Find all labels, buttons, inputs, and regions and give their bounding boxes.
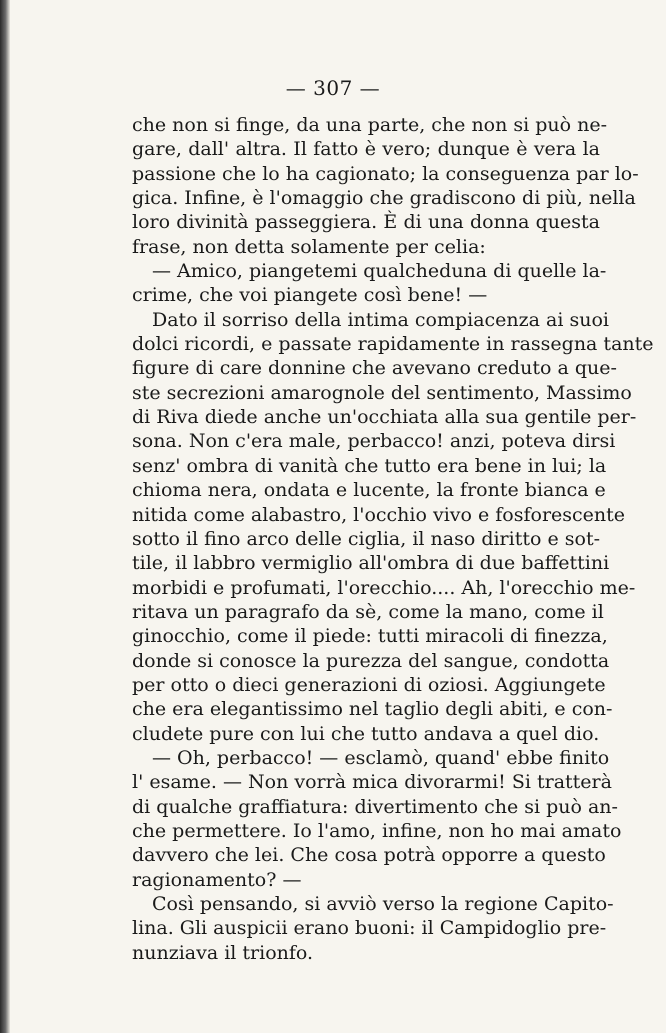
text-line: ragionamento? — (132, 868, 302, 891)
text-line: morbidi e profumati, l'orecchio.... Ah, l'orecchio me- (132, 576, 636, 599)
text-line: che era elegantissimo nel taglio degli abiti, e con- (132, 698, 613, 721)
text-line: ste secrezioni amarognole del sentimento, Massimo (132, 381, 632, 404)
text-line: che non si finge, da una parte, che non si può ne- (132, 114, 608, 136)
text-line: loro divinità passeggiera. È di una donna questa (132, 211, 600, 234)
text-line: dolci ricordi, e passate rapidamente in rassegna tante (132, 333, 654, 356)
text-line: tile, il labbro vermiglio all'ombra di due baffettini (132, 552, 610, 575)
page-spine-shadow (0, 0, 10, 1033)
text-line: passione che lo ha cagionato; la conseguenza par lo- (132, 162, 639, 185)
text-line: l' esame. — Non vorrà mica divorarmi! Si tratterà (132, 771, 612, 794)
text-line: figure di care donnine che avevano creduto a que- (132, 357, 617, 380)
text-line: davvero che lei. Che cosa potrà opporre a questo (132, 844, 606, 867)
text-line: di qualche graffiatura: divertimento che si può an- (132, 795, 618, 818)
text-line: lina. Gli auspicii erano buoni: il Campidoglio pre- (132, 917, 607, 940)
text-line: — Oh, perbacco! — esclamò, quand' ebbe finito (152, 746, 610, 769)
text-line: gica. Infine, è l'omaggio che gradiscono di più, nella (132, 187, 636, 210)
text-line: chioma nera, ondata e lucente, la fronte bianca e (132, 479, 606, 502)
text-line: nitida come alabastro, l'occhio vivo e fosforescente (132, 503, 626, 526)
text-line: — Amico, piangetemi qualcheduna di quelle la- (152, 260, 607, 283)
text-line: sona. Non c'era male, perbacco! anzi, poteva dirsi (132, 430, 616, 453)
text-line: donde si conosce la purezza del sangue, condotta (132, 649, 610, 672)
text-line: di Riva diede anche un'occhiata alla sua gentile per- (132, 406, 637, 429)
text-line: per otto o dieci generazioni di oziosi. Aggiungete (132, 673, 606, 696)
text-line: ginocchio, come il piede: tutti miracoli di finezza, (132, 625, 608, 648)
text-line: nunziava il trionfo. (132, 941, 314, 964)
text-line: crime, che voi piangete così bene! — (132, 284, 488, 307)
text-line: Dato il sorriso della intima compiacenza ai suoi (152, 308, 609, 331)
text-line: frase, non detta solamente per celia: (132, 235, 486, 258)
text-line: ritava un paragrafo da sè, come la mano, come il (132, 600, 604, 623)
text-line: senz' ombra di vanità che tutto era bene in lui; la (132, 454, 607, 477)
body-text (132, 113, 654, 965)
page-number: — 307 — (285, 76, 381, 100)
text-line: cludete pure con lui che tutto andava a quel dio. (132, 722, 600, 745)
text-line: sotto il fino arco delle ciglia, il naso diritto e sot- (132, 527, 600, 550)
text-line: gare, dall' altra. Il fatto è vero; dunque è vera la (132, 138, 600, 161)
text-line: Così pensando, si avviò verso la regione Capito- (152, 893, 614, 915)
text-line: che permettere. Io l'amo, infine, non ho mai amato (132, 819, 622, 842)
